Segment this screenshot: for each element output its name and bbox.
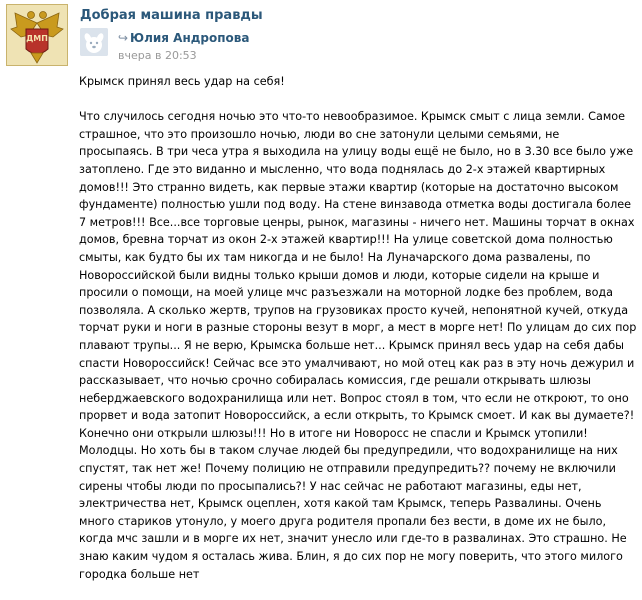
post-text-line: прорвет и вода затопит Новороссийск, а если открыть, то Крымск смоет. И как вы думаете?! bbox=[79, 409, 635, 423]
post-title-line: Крымск принял весь удар на себя! bbox=[79, 75, 285, 88]
group-avatar[interactable] bbox=[6, 4, 68, 66]
post-text-line: фундаменте) полностью ушли под воду. На стене винзавода отметка воды достигала более bbox=[79, 198, 632, 212]
post-text-line: электричества нет, Крымск оцеплен, хотя какой там Крымск, теперь Развалины. Очень bbox=[79, 497, 602, 511]
post-text-line: позволяла. А сколько жертв, трупов на грузовиках просто кучей, непонятной кучей, откуда bbox=[79, 303, 629, 317]
default-dog-avatar-icon bbox=[80, 28, 108, 56]
post-text bbox=[79, 73, 637, 583]
post-text-line: домов!!! Это странно видеть, как первые этажи квартир (которые на достаточно высоком bbox=[79, 180, 619, 194]
author-name-link[interactable]: Юлия Андропова bbox=[130, 31, 250, 45]
post-text-line: спасти Новороссийск! Сейчас все это умалчивают, но мой отец как раз в эту ночь дежурил и bbox=[79, 356, 635, 370]
post-paragraph bbox=[79, 108, 637, 583]
user-avatar[interactable] bbox=[80, 28, 108, 56]
post-text-line: плавают трупы... Я не верю, Крымска больше нет... Крымск принял весь удар на себя дабы bbox=[79, 338, 624, 352]
svg-text:ДМП: ДМП bbox=[26, 34, 48, 43]
post-text-line: много стариков утонуло, у моего друга родителя пропали без вести, в доме их не было, bbox=[79, 514, 607, 528]
post-text-line: просили о помощи, на моей улице мчс разъезжали на моторной лодке без проблем, вода bbox=[79, 286, 614, 300]
post-text-line: Конечно они открыли шлюзы!!! Но в итоге ни Новоросс не спасли и Крымск утопили! bbox=[79, 426, 588, 440]
post-timestamp[interactable]: вчера в 20:53 bbox=[118, 49, 197, 62]
post-text-line: домов, бревна торчат из окон 2-х этажей квартир!!! На улице советской дома полностью bbox=[79, 233, 613, 247]
post-text-line: спустят, так нет же! Почему полицию не отправили предупредить?? почему не включили bbox=[79, 462, 616, 476]
post-text-line: Молодцы. Но хоть бы в таком случае людей бы предупредили, что водохранилище на них bbox=[79, 444, 618, 458]
post-text-line: неберджаевского водохранилища или нет. Вопрос стоял в том, что если не откроют, то оно bbox=[79, 391, 629, 405]
post-text-line: Что случилось сегодня ночью это что-то невообразимое. Крымск смыт с лица земли. Самое bbox=[79, 110, 626, 124]
post-text-line: рассказывает, что ночью срочно собиралась комиссия, где решали открывать шлюзы bbox=[79, 374, 591, 388]
post-text-line: торчат руки и ноги в разные стороны везут в морг, а мест в морге нет! По улицам до сих пор bbox=[79, 321, 637, 335]
post-text-line: смыты, как будто бы их там никогда и не было! На Луначарского дома развалены, по bbox=[79, 250, 591, 264]
post-text-line: затоплено. Где это виданно и мысленно, что вода поднялась до 2-х этажей квартирных bbox=[79, 162, 606, 176]
post-text-line: просыпаясь. В три чеса утра я выходила на улицу воды ещё не было, но в 3.30 все было уже bbox=[79, 145, 634, 159]
repost-header bbox=[80, 28, 280, 68]
group-emblem-icon bbox=[7, 5, 67, 65]
post-text-line: городка больше нет bbox=[79, 567, 200, 581]
post-text-line: сирены чтобы люди по просыпались?! У нас сейчас не работают магазины, еды нет, bbox=[79, 479, 582, 493]
post-text-line: когда мчс зашли и в морге их нет, значит унесло или где-то в развалинах. Это страшно. Не bbox=[79, 532, 627, 546]
post-text-line: Новороссийской были видны только крыши домов и люди, которые сидели на крыше и bbox=[79, 268, 600, 282]
paragraph-gap bbox=[79, 91, 609, 109]
post-text-line: 7 метров!!! Все...все торговые ценры, рынок, магазины - ничего нет. Машины торчат в окнах bbox=[79, 215, 635, 229]
group-name-link[interactable]: Добрая машина правды bbox=[80, 8, 263, 23]
post-text-line: знаю каким чудом я осталась жива. Блин, я до сих пор не могу поверить, что этого милого bbox=[79, 550, 623, 564]
post-text-line: страшное, что это произошло ночью, люди во сне затонули целыми семьями, не bbox=[79, 127, 560, 141]
repost-arrow-icon: ↪ bbox=[118, 31, 129, 45]
